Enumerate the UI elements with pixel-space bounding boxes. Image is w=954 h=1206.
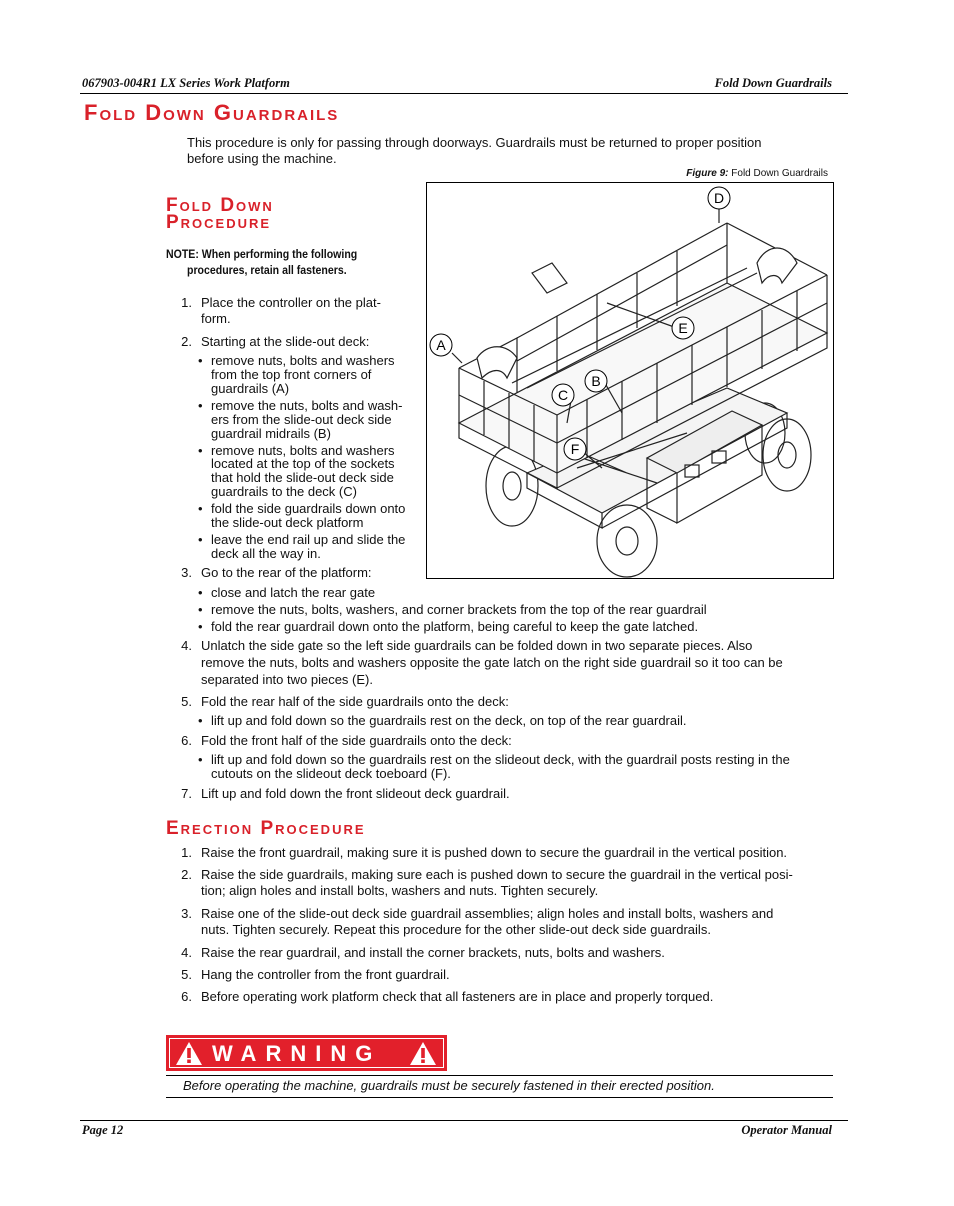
figure-caption-label: Figure 9:	[686, 168, 729, 179]
fold-step-2-bullet-5-line-2: deck all the way in.	[211, 546, 321, 561]
fold-step-2-number: 2.	[181, 334, 192, 349]
bullet-marker: •	[198, 398, 203, 413]
fold-step-3-bullet-2: remove the nuts, bolts, washers, and corner brackets from the top of the rear guardrail	[211, 602, 707, 617]
fold-step-2-bullet-3-line-1: remove nuts, bolts and washers	[211, 443, 395, 458]
bullet-marker: •	[198, 501, 203, 516]
erection-step-3-number: 3.	[181, 906, 192, 921]
fold-step-6-text: Fold the front half of the side guardrails onto the deck:	[201, 733, 512, 748]
erection-step-3-line-1: Raise one of the slide-out deck side guardrail assemblies; align holes and install bolts, washers and	[201, 906, 774, 921]
footer-rule	[80, 1120, 848, 1121]
callout-d-label: D	[713, 190, 725, 206]
fold-step-2-bullet-1-line-1: remove nuts, bolts and washers	[211, 353, 395, 368]
fold-step-6-bullet-line-2: cutouts on the slideout deck toeboard (F).	[211, 766, 451, 781]
fold-step-4-line-1: Unlatch the side gate so the left side guardrails can be folded down in two separate pieces. Also	[201, 638, 753, 653]
fold-step-2-bullet-3-line-3: that hold the slide-out deck side	[211, 470, 394, 485]
fold-procedure-heading-line-1: Fold Down	[166, 195, 274, 216]
fold-step-6-number: 6.	[181, 733, 192, 748]
erection-step-1-number: 1.	[181, 845, 192, 860]
fold-step-1-line-1: Place the controller on the plat-	[201, 295, 381, 310]
callout-f-label: F	[570, 441, 580, 457]
fold-step-2-bullet-4-line-2: the slide-out deck platform	[211, 515, 364, 530]
fold-step-2-bullet-5-line-1: leave the end rail up and slide the	[211, 532, 406, 547]
erection-step-5-text: Hang the controller from the front guardrail.	[201, 967, 450, 982]
warning-text: Before operating the machine, guardrails must be securely fastened in their erected position.	[183, 1078, 715, 1093]
fold-step-3-bullet-1: close and latch the rear gate	[211, 585, 376, 600]
callout-e-label: E	[678, 320, 688, 336]
bullet-marker: •	[198, 602, 203, 617]
bullet-marker: •	[198, 713, 203, 728]
work-platform-illustration	[427, 183, 833, 578]
figure-caption	[686, 168, 828, 179]
intro-line-1: This procedure is only for passing through doorways. Guardrails must be returned to proper position	[187, 135, 762, 150]
fold-step-2-bullet-2-line-1: remove the nuts, bolts and wash-	[211, 398, 403, 413]
erection-step-4-text: Raise the rear guardrail, and install the corner brackets, nuts, bolts and washers.	[201, 945, 665, 960]
fold-procedure-heading-line-2: Procedure	[166, 212, 272, 233]
callout-a-label: A	[436, 337, 446, 353]
fold-step-6-bullet-line-1: lift up and fold down so the guardrails rest on the slideout deck, with the guardrail posts resting in the	[211, 752, 790, 767]
warning-rule-top	[166, 1075, 833, 1076]
fold-step-2-bullet-1-line-2: from the top front corners of	[211, 367, 372, 382]
footer-page-number: Page 12	[82, 1123, 124, 1137]
fold-step-2-bullet-2-line-2: ers from the slide-out deck side	[211, 412, 392, 427]
fold-step-2-bullet-4-line-1: fold the side guardrails down onto	[211, 501, 406, 516]
erection-step-1-text: Raise the front guardrail, making sure it is pushed down to secure the guardrail in the vertical position.	[201, 845, 788, 860]
erection-step-2-line-2: tion; align holes and install bolts, washers and nuts. Tighten securely.	[201, 883, 599, 898]
fold-step-7-text: Lift up and fold down the front slideout deck guardrail.	[201, 786, 510, 801]
bullet-marker: •	[198, 585, 203, 600]
page-title: Fold Down Guardrails	[84, 100, 340, 125]
footer-manual-title: Operator Manual	[741, 1123, 832, 1137]
fold-step-4-number: 4.	[181, 638, 192, 653]
fold-step-2-bullet-2-line-3: guardrail midrails (B)	[211, 426, 331, 441]
fold-step-2-text: Starting at the slide-out deck:	[201, 334, 370, 349]
note-line-1: NOTE: When performing the following	[166, 247, 358, 261]
fold-step-3-number: 3.	[181, 565, 192, 580]
fold-step-1-line-2: form.	[201, 311, 231, 326]
fold-step-2-bullet-3-line-4: guardrails to the deck (C)	[211, 484, 357, 499]
erection-step-6-number: 6.	[181, 989, 192, 1004]
fold-step-4-line-3: separated into two pieces (E).	[201, 672, 373, 687]
erection-procedure-heading: Erection Procedure	[166, 818, 366, 839]
tire-front-left	[597, 505, 657, 577]
erection-step-4-number: 4.	[181, 945, 192, 960]
warning-label: WARNING	[212, 1041, 382, 1066]
erection-step-3-line-2: nuts. Tighten securely. Repeat this procedure for the other slide-out deck side guardrails.	[201, 922, 711, 937]
intro-line-2: before using the machine.	[187, 151, 337, 166]
warning-triangle-icon	[174, 1040, 204, 1067]
erection-step-2-line-1: Raise the side guardrails, making sure each is pushed down to secure the guardrail in the vertical posi-	[201, 867, 793, 882]
warning-rule-bottom	[166, 1097, 833, 1098]
bullet-marker: •	[198, 619, 203, 634]
running-header-left: 067903-004R1 LX Series Work Platform	[82, 76, 290, 90]
fold-step-5-text: Fold the rear half of the side guardrails onto the deck:	[201, 694, 509, 709]
header-rule	[80, 93, 848, 94]
note-line-2: procedures, retain all fasteners.	[187, 263, 347, 277]
tire-front-right	[763, 419, 811, 491]
callout-c-label: C	[557, 387, 569, 403]
erection-step-2-number: 2.	[181, 867, 192, 882]
warning-triangle-icon	[408, 1040, 438, 1067]
bullet-marker: •	[198, 532, 203, 547]
bullet-marker: •	[198, 752, 203, 767]
bullet-marker: •	[198, 443, 203, 458]
fold-step-5-bullet: lift up and fold down so the guardrails rest on the deck, on top of the rear guardrail.	[211, 713, 687, 728]
figure-caption-text: Fold Down Guardrails	[731, 168, 828, 179]
figure-fold-down-guardrails	[426, 182, 834, 579]
warning-banner	[166, 1035, 447, 1071]
fold-step-2-bullet-1-line-3: guardrails (A)	[211, 381, 290, 396]
running-header-right: Fold Down Guardrails	[714, 76, 832, 90]
erection-step-5-number: 5.	[181, 967, 192, 982]
fold-step-1-number: 1.	[181, 295, 192, 310]
fold-step-7-number: 7.	[181, 786, 192, 801]
fold-step-4-line-2: remove the nuts, bolts and washers opposite the gate latch on the right side guardrail so it too can be	[201, 655, 783, 670]
fold-step-5-number: 5.	[181, 694, 192, 709]
fold-step-2-bullet-3-line-2: located at the top of the sockets	[211, 456, 395, 471]
erection-step-6-text: Before operating work platform check that all fasteners are in place and properly torqued.	[201, 989, 714, 1004]
fold-step-3-text: Go to the rear of the platform:	[201, 565, 372, 580]
callout-b-label: B	[591, 373, 601, 389]
bullet-marker: •	[198, 353, 203, 368]
fold-step-3-bullet-3: fold the rear guardrail down onto the platform, being careful to keep the gate latched.	[211, 619, 699, 634]
